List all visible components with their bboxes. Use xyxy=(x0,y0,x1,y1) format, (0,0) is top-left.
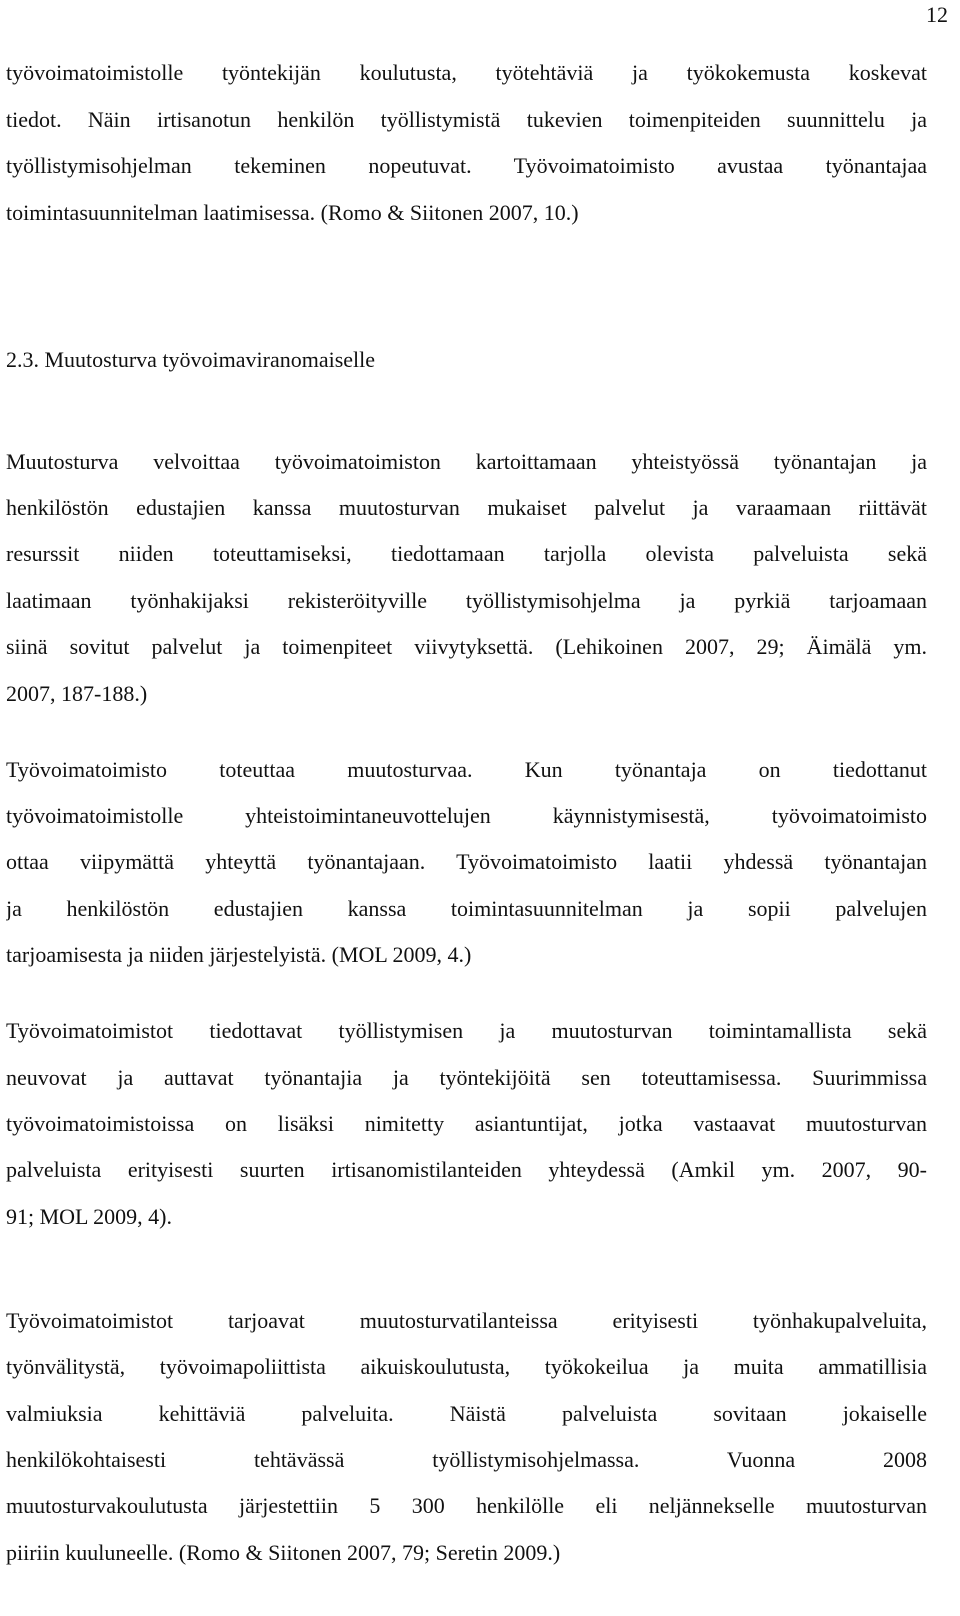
paragraph-3-line-3: ottaa viipymättä yhteyttä työnantajaan. Työvoimatoimisto laatii yhdessä työnantajan xyxy=(6,849,927,874)
paragraph-2-line-6: 2007, 187-188.) xyxy=(6,681,148,706)
paragraph-1-line-1: työvoimatoimistolle työntekijän koulutusta, työtehtäviä ja työkokemusta koskevat xyxy=(6,60,927,85)
paragraph-3-line-1: Työvoimatoimisto toteuttaa muutosturvaa. Kun työnantaja on tiedottanut xyxy=(6,757,927,782)
paragraph-3-line-5: tarjoamisesta ja niiden järjestelyistä. (MOL 2009, 4.) xyxy=(6,942,472,967)
paragraph-5-line-1: Työvoimatoimistot tarjoavat muutosturvatilanteissa erityisesti työnhakupalveluita, xyxy=(6,1308,927,1333)
paragraph-3-line-4: ja henkilöstön edustajien kanssa toimintasuunnitelman ja sopii palvelujen xyxy=(6,896,927,921)
paragraph-1-line-3: työllistymisohjelman tekeminen nopeutuvat. Työvoimatoimisto avustaa työnantajaa xyxy=(6,153,927,178)
page-number: 12 xyxy=(926,2,948,27)
paragraph-5-line-3: valmiuksia kehittäviä palveluita. Näistä palveluista sovitaan jokaiselle xyxy=(6,1401,927,1426)
paragraph-4-line-4: palveluista erityisesti suurten irtisanomistilanteiden yhteydessä (Amkil ym. 2007, 90- xyxy=(6,1157,927,1182)
paragraph-4-line-1: Työvoimatoimistot tiedottavat työllistymisen ja muutosturvan toimintamallista sekä xyxy=(6,1018,927,1043)
paragraph-4-line-3: työvoimatoimistoissa on lisäksi nimitetty asiantuntijat, jotka vastaavat muutosturvan xyxy=(6,1111,927,1136)
paragraph-5-line-5: muutosturvakoulutusta järjestettiin 5 300 henkilölle eli neljännekselle muutosturvan xyxy=(6,1493,927,1518)
section-heading: 2.3. Muutosturva työvoimaviranomaiselle xyxy=(6,347,376,372)
paragraph-2-line-5: siinä sovitut palvelut ja toimenpiteet viivytyksettä. (Lehikoinen 2007, 29; Äimälä ym. xyxy=(6,634,927,659)
paragraph-4-line-2: neuvovat ja auttavat työnantajia ja työntekijöitä sen toteuttamisessa. Suurimmissa xyxy=(6,1065,927,1090)
paragraph-2-line-4: laatimaan työnhakijaksi rekisteröityville työllistymisohjelma ja pyrkiä tarjoamaan xyxy=(6,588,927,613)
paragraph-3-line-2: työvoimatoimistolle yhteistoimintaneuvottelujen käynnistymisestä, työvoimatoimisto xyxy=(6,803,927,828)
paragraph-1-line-4: toimintasuunnitelman laatimisessa. (Romo & Siitonen 2007, 10.) xyxy=(6,200,579,225)
paragraph-2-line-2: henkilöstön edustajien kanssa muutosturvan mukaiset palvelut ja varaamaan riittävät xyxy=(6,495,927,520)
paragraph-5-line-6: piiriin kuuluneelle. (Romo & Siitonen 2007, 79; Seretin 2009.) xyxy=(6,1540,561,1565)
paragraph-2-line-3: resurssit niiden toteuttamiseksi, tiedottamaan tarjolla olevista palveluista sekä xyxy=(6,541,927,566)
paragraph-1-line-2: tiedot. Näin irtisanotun henkilön työllistymistä tukevien toimenpiteiden suunnittelu ja xyxy=(6,107,927,132)
paragraph-5-line-4: henkilökohtaisesti tehtävässä työllistymisohjelmassa. Vuonna 2008 xyxy=(6,1447,927,1472)
paragraph-4-line-5: 91; MOL 2009, 4). xyxy=(6,1204,173,1229)
paragraph-5-line-2: työnvälitystä, työvoimapoliittista aikuiskoulutusta, työkokeilua ja muita ammatillisia xyxy=(6,1354,927,1379)
paragraph-2-line-1: Muutosturva velvoittaa työvoimatoimiston kartoittamaan yhteistyössä työnantajan ja xyxy=(6,449,927,474)
